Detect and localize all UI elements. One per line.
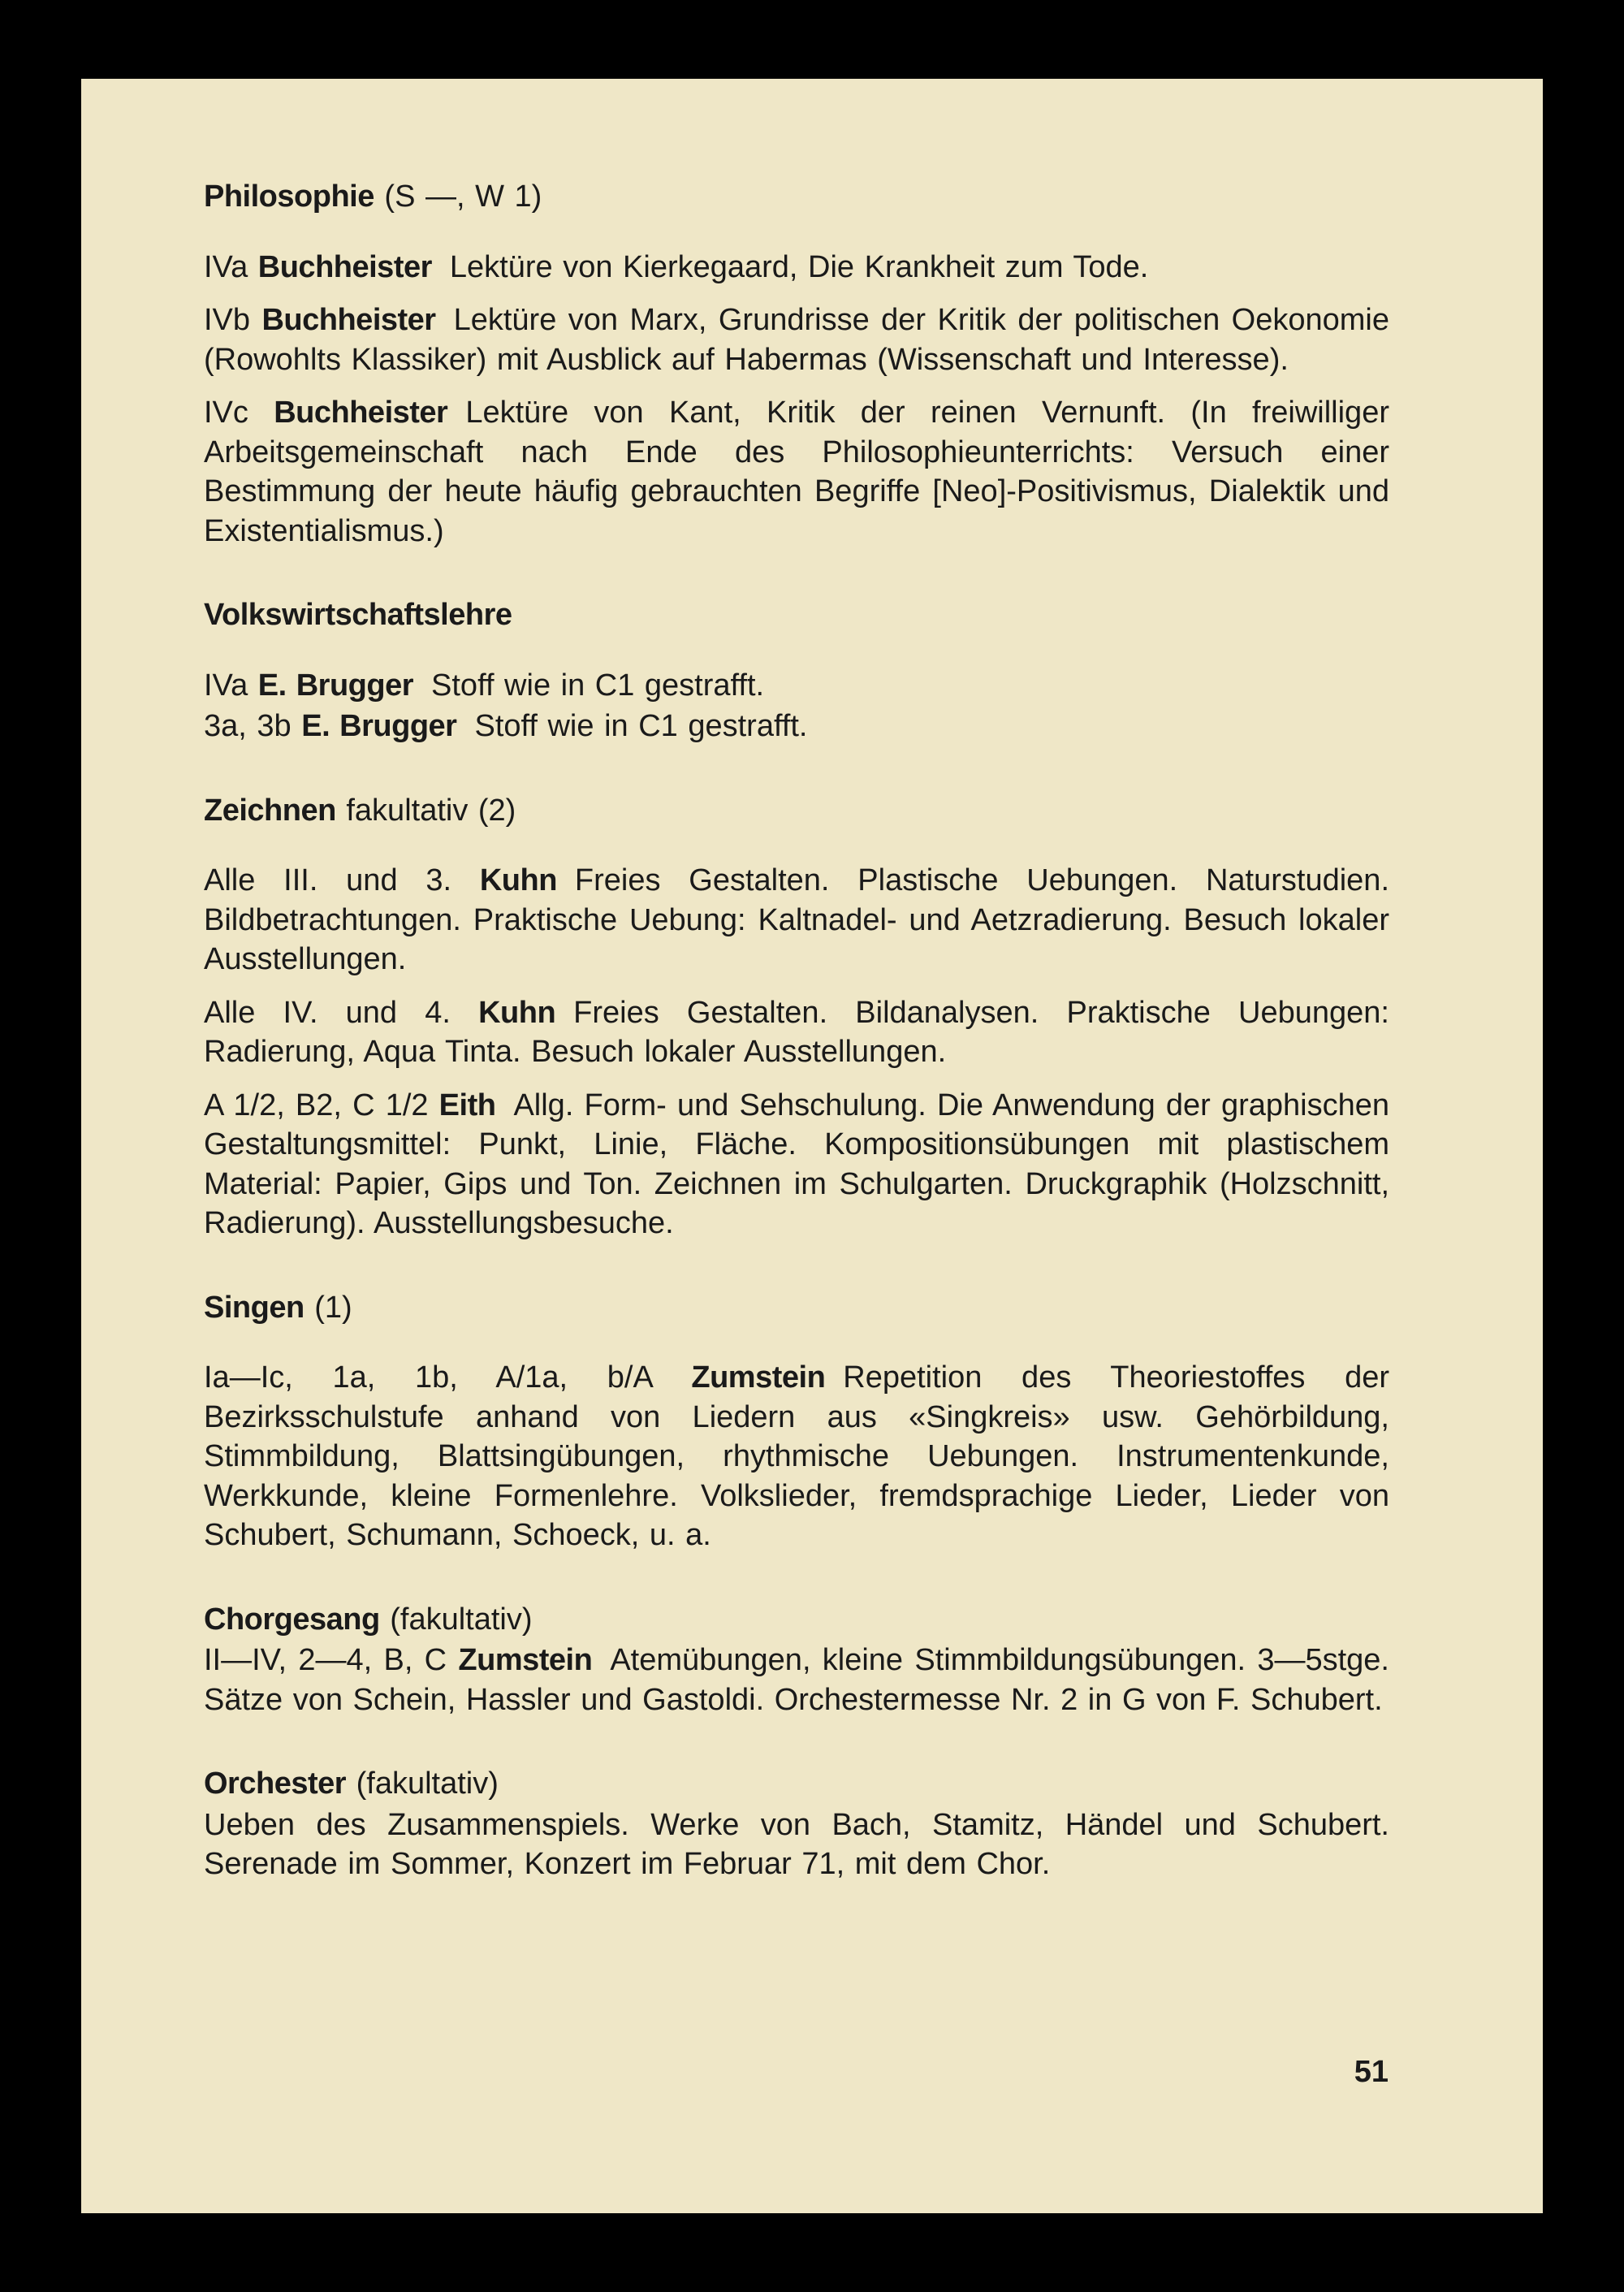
course-entry — [204, 1358, 1389, 1555]
section-title: Singen — [204, 1290, 304, 1325]
course-description: Lektüre von Kierkegaard, Die Krankheit zum Tode. — [449, 249, 1149, 284]
section-title: Chorgesang — [204, 1602, 380, 1637]
course-description: Allg. Form- und Sehschulung. Die Anwendung der graphischen Gestaltungsmittel: Punkt, Linie, Fläche. Kompositionsübungen mit plastischem Material: Papier, Gips und Ton. Zeichnen im Schulgarten. Druckgraphik (Holzschnitt, Radierung). Ausstellungsbesuche. — [204, 1088, 1389, 1240]
section-subtitle: (fakultativ) — [346, 1767, 499, 1801]
page-content — [204, 177, 1389, 1884]
section-heading-volkswirtschaftslehre — [204, 595, 1389, 635]
section-title: Volkswirtschaftslehre — [204, 598, 512, 632]
course-description: Ueben des Zusammenspiels. Werke von Bach, Stamitz, Händel und Schubert. Serenade im Sommer, Konzert im Februar 71, mit dem Chor. — [204, 1807, 1389, 1881]
course-entry — [204, 1641, 1389, 1719]
class-list: IVa — [204, 668, 258, 703]
teacher-name: Kuhn — [478, 995, 556, 1030]
class-list: IVa — [204, 249, 258, 284]
course-description: Lektüre von Kant, Kritik der reinen Vernunft. (In freiwilliger Arbeitsgemeinschaft nach Ende des Philosophieunterrichts: Versuch einer Bestimmung der heute häufig gebrauchten Begriffe [Neo]-Positivismus, Dialektik und Existentialismus.) — [204, 396, 1389, 548]
section-heading-singen — [204, 1288, 1389, 1328]
course-entry — [204, 248, 1389, 288]
section-title: Orchester — [204, 1767, 347, 1801]
section-subtitle: (1) — [304, 1290, 352, 1325]
course-entry — [204, 666, 1389, 706]
teacher-name: Zumstein — [458, 1643, 593, 1677]
section-subtitle: (fakultativ) — [379, 1602, 533, 1637]
section-heading-orchester — [204, 1764, 1389, 1804]
section-title: Zeichnen — [204, 793, 336, 828]
course-entry — [204, 861, 1389, 980]
section-title: Philosophie — [204, 179, 374, 214]
class-list: Alle IV. und 4. — [204, 995, 479, 1030]
course-entry — [204, 393, 1389, 551]
teacher-name: E. Brugger — [257, 668, 414, 703]
teacher-name: Kuhn — [479, 863, 557, 897]
teacher-name: Buchheister — [274, 396, 448, 430]
section-heading-chorgesang — [204, 1600, 1389, 1640]
class-list: IVb — [204, 303, 262, 337]
class-list: Alle III. und 3. — [204, 863, 480, 897]
course-description: Atemübungen, kleine Stimmbildungsübungen. 3—5stge. Sätze von Schein, Hassler und Gastoldi. Orchestermesse Nr. 2 in G von F. Schubert. — [204, 1643, 1389, 1717]
class-list: II—IV, 2—4, B, C — [204, 1643, 459, 1677]
teacher-name: E. Brugger — [301, 709, 457, 743]
course-entry — [204, 707, 1389, 746]
class-list: A 1/2, B2, C 1/2 — [204, 1088, 439, 1122]
teacher-name: Eith — [438, 1088, 496, 1122]
course-description: Repetition des Theoriestoffes der Bezirksschulstufe anhand von Liedern aus «Singkreis» usw. Gehörbildung, Stimmbildung, Blattsingübungen, rhythmische Uebungen. Instrumentenkunde, Werkkunde, kleine Formenlehre. Volkslieder, fremdsprachige Lieder, Lieder von Schubert, Schumann, Schoeck, u. a. — [204, 1360, 1389, 1552]
course-entry — [204, 1086, 1389, 1243]
teacher-name: Buchheister — [257, 249, 432, 284]
class-list: IVc — [204, 396, 274, 430]
course-description: Freies Gestalten. Plastische Uebungen. Naturstudien. Bildbetrachtungen. Praktische Uebung: Kaltnadel- und Aetzradierung. Besuch lokaler Ausstellungen. — [204, 863, 1389, 976]
section-subtitle: fakultativ (2) — [335, 793, 516, 828]
class-list: 3a, 3b — [204, 709, 302, 743]
course-entry — [204, 993, 1389, 1072]
course-entry — [204, 301, 1389, 379]
page-number: 51 — [1354, 2055, 1389, 2089]
teacher-name: Zumstein — [691, 1360, 826, 1395]
course-description: Lektüre von Marx, Grundrisse der Kritik der politischen Oekonomie (Rowohlts Klassiker) mit Ausblick auf Habermas (Wissenschaft und Interesse). — [204, 303, 1389, 377]
course-description: Freies Gestalten. Bildanalysen. Praktische Uebungen: Radierung, Aqua Tinta. Besuch lokaler Ausstellungen. — [204, 995, 1389, 1069]
section-subtitle: (S —, W 1) — [374, 179, 542, 214]
teacher-name: Buchheister — [261, 303, 436, 337]
section-heading-zeichnen — [204, 791, 1389, 831]
course-description: Stoff wie in C1 gestrafft. — [431, 668, 765, 703]
class-list: Ia—Ic, 1a, 1b, A/1a, b/A — [204, 1360, 692, 1395]
course-description: Stoff wie in C1 gestrafft. — [474, 709, 808, 743]
section-heading-philosophie — [204, 177, 1389, 217]
